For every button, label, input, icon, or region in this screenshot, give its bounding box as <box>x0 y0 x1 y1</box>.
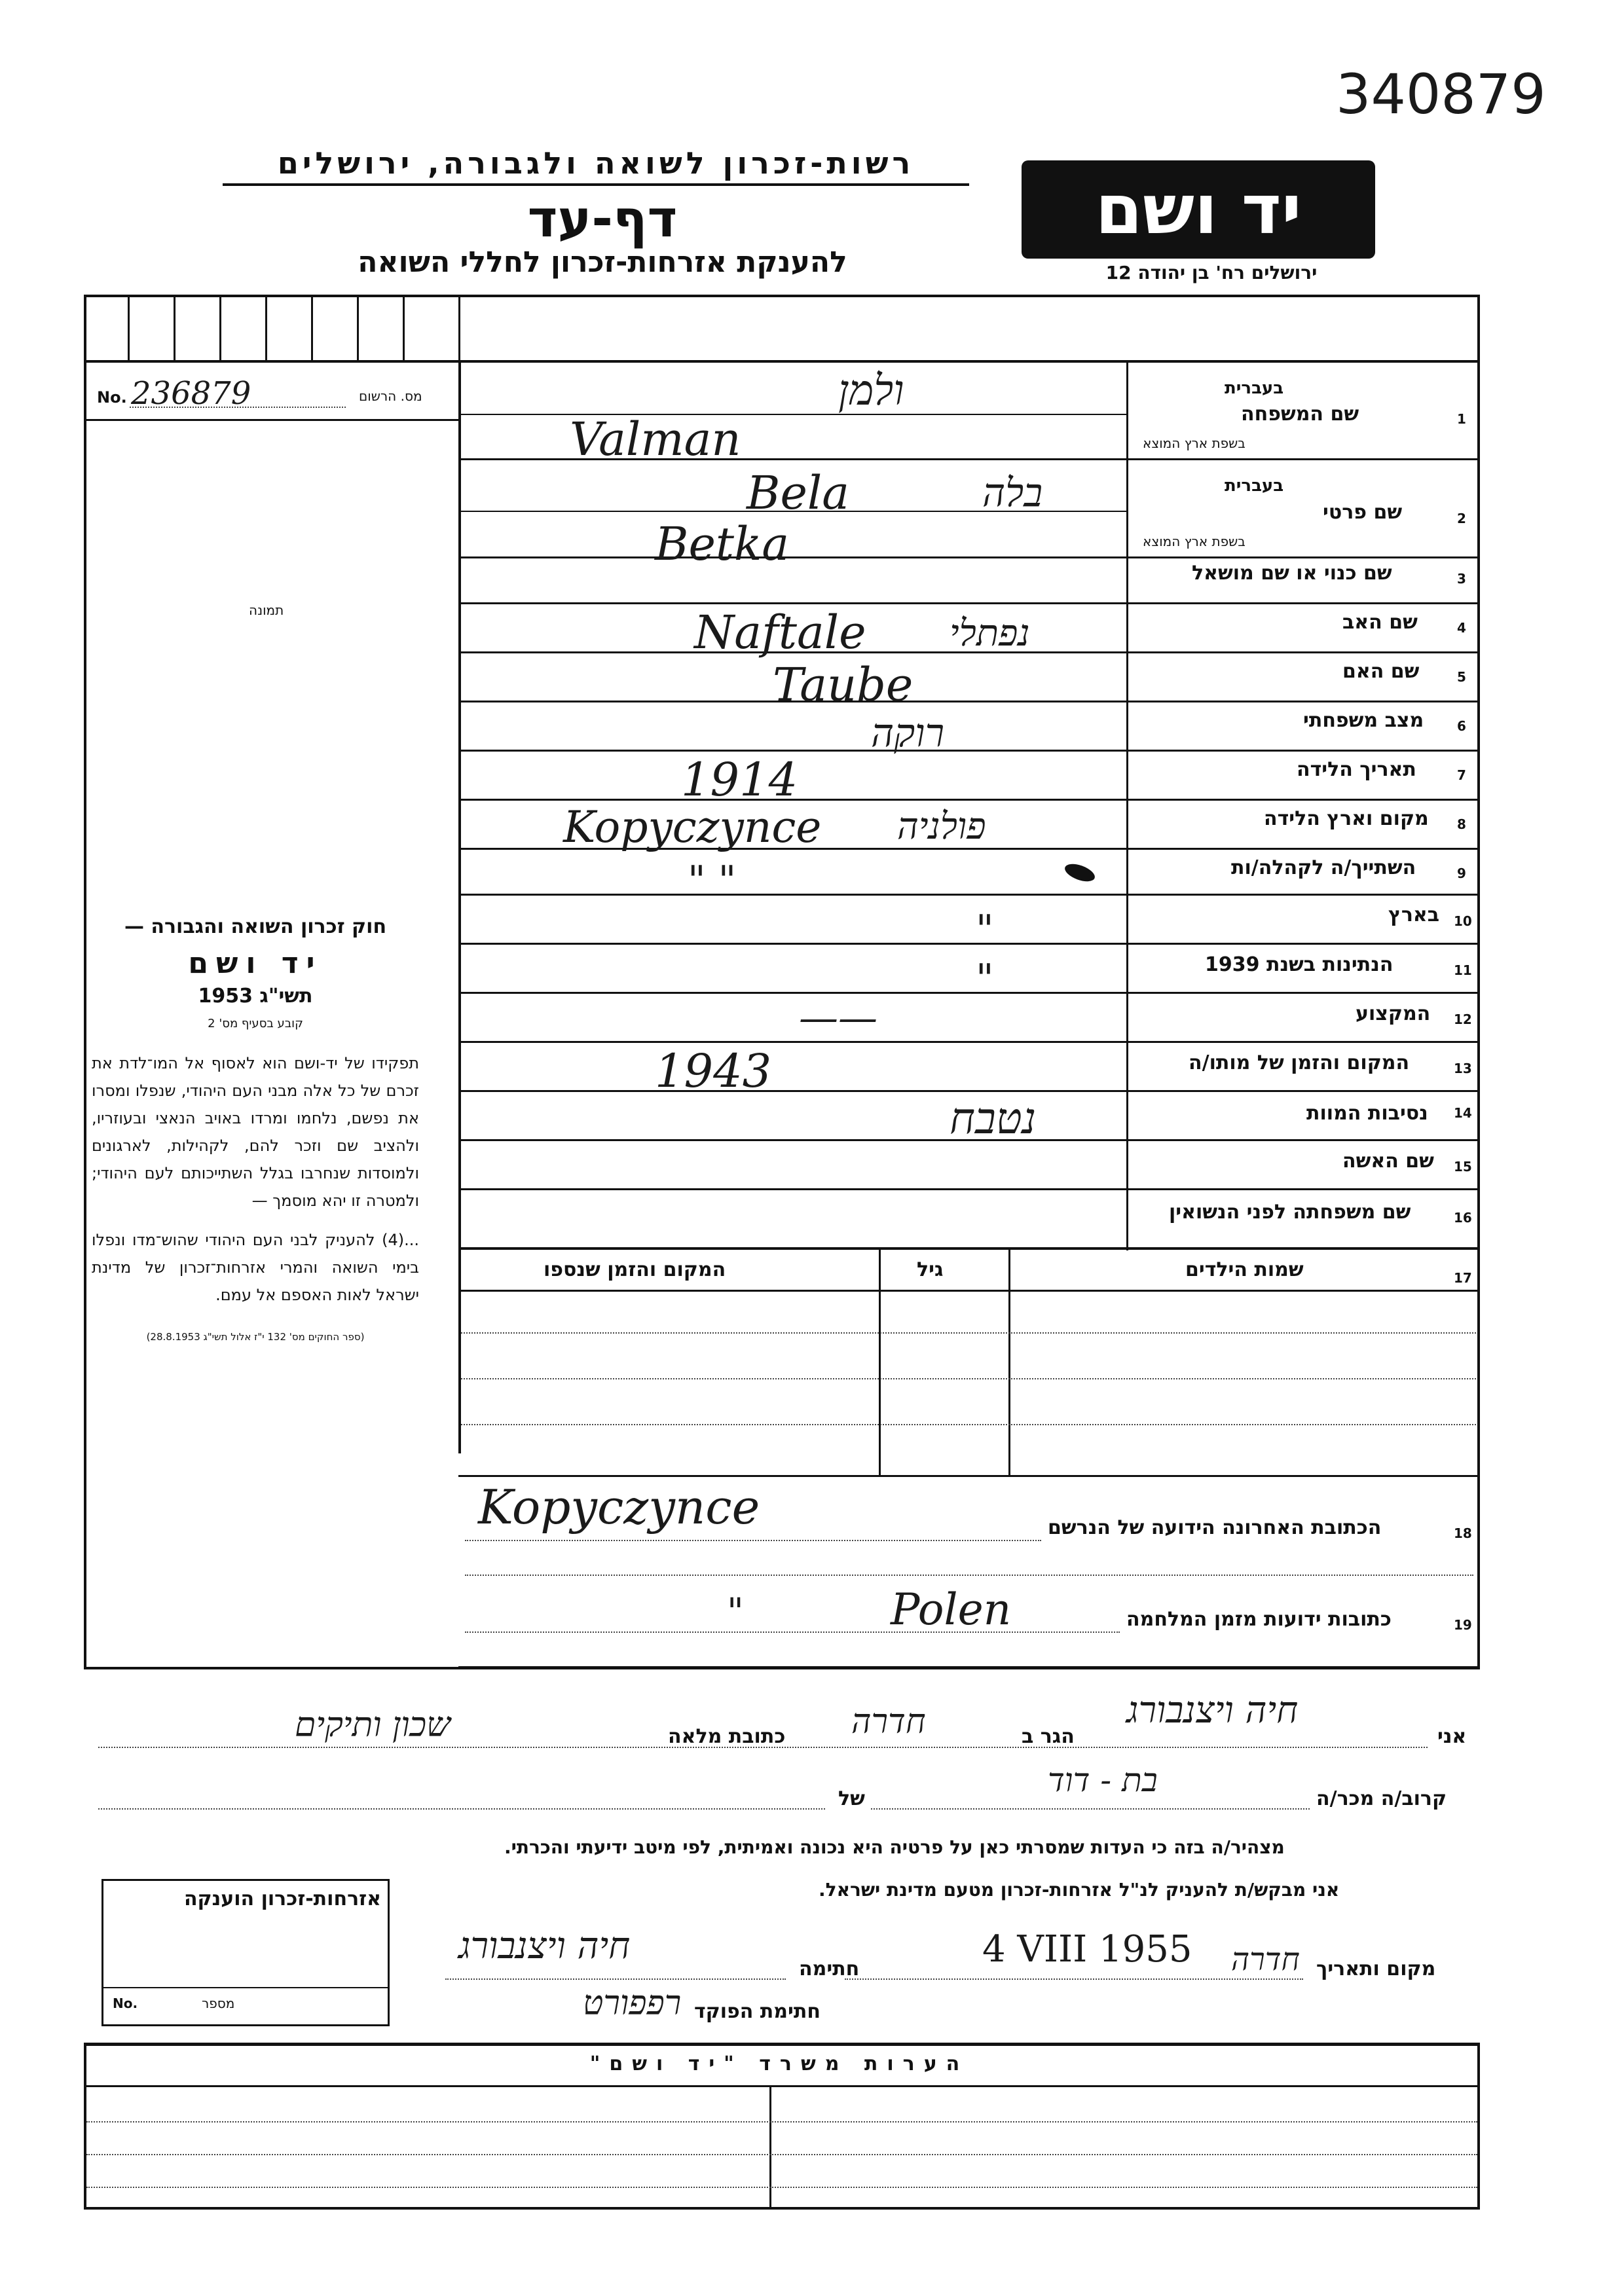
field-label: שם האשה <box>1342 1150 1434 1173</box>
notes-title: הערות משרד "יד ושם" <box>589 2052 969 2075</box>
decl-gar-label: הגר ב <box>1022 1725 1075 1748</box>
field-label: הנתינות בשנת 1939 <box>1205 953 1393 976</box>
decl-shel: של <box>838 1787 865 1810</box>
authority-line: רשות-זכרון לשואה ולגבורה, ירושלים <box>223 145 969 186</box>
field-number: 13 <box>1454 1061 1472 1076</box>
logo-address: ירושלים רח' בן יהודה 12 <box>1105 262 1318 283</box>
field-label: מקום וארץ הלידה <box>1264 807 1429 830</box>
field-label: שם האם <box>1342 660 1420 683</box>
field-label: המקצוע <box>1356 1002 1431 1025</box>
decl-city[interactable]: חדרה <box>851 1702 926 1741</box>
field-number: 5 <box>1457 669 1466 685</box>
field-sub-hebrew: בעברית <box>1225 476 1284 496</box>
field-sub-origin: בשפת ארץ המוצא <box>1143 435 1246 451</box>
mother-name-value[interactable]: Taube <box>773 658 913 712</box>
law-name: יד ושם <box>188 947 323 980</box>
registration-number-row <box>97 375 451 412</box>
col-child-age: גיל <box>917 1258 944 1281</box>
birth-place-latin[interactable]: Kopyczynce <box>563 802 822 852</box>
father-name-hebrew[interactable]: נפתלי <box>950 612 1030 655</box>
field-sub-hebrew: בעברית <box>1225 378 1284 398</box>
wartime-address-value[interactable]: Polen <box>891 1584 1012 1635</box>
decl-signature-label: חתימה <box>799 1958 860 1980</box>
grant-box <box>101 1879 390 2026</box>
registration-mis-label: מס. הרשום <box>359 388 422 404</box>
field-number: 3 <box>1457 571 1466 587</box>
field-number: 8 <box>1457 816 1466 832</box>
family-name-latin[interactable]: Valman <box>570 412 741 466</box>
field-label: שם האב <box>1342 611 1418 634</box>
decl-address-label: כתובת מלאה <box>668 1725 786 1748</box>
death-circumstances-value[interactable]: נטבח <box>950 1093 1037 1144</box>
field-label: נסיבות המוות <box>1306 1102 1428 1125</box>
community-value[interactable]: " " <box>688 858 737 903</box>
family-name-hebrew[interactable]: ולמן <box>838 367 904 415</box>
field-number: 15 <box>1454 1159 1472 1175</box>
decl-official-signature[interactable]: רפפורט <box>583 1984 682 2023</box>
registration-number: 236879 <box>131 375 251 412</box>
law-year: תשי"ג 1953 <box>198 985 313 1008</box>
field-number: 16 <box>1454 1210 1472 1226</box>
field-number: 7 <box>1457 767 1466 783</box>
decl-signature[interactable]: חיה ויצנבורג <box>458 1925 631 1967</box>
registration-no-label: No. <box>97 388 127 407</box>
form-subtitle: להענקת אזרחות-זכרון לחללי השואה <box>358 246 847 279</box>
field-label: תאריך הלידה <box>1297 758 1416 781</box>
decl-relation-label: קרוב/ה מכר/ה <box>1316 1787 1447 1810</box>
decl-relation[interactable]: בת - דוד <box>1048 1761 1158 1799</box>
field-number: 18 <box>1454 1525 1472 1541</box>
field-number: 14 <box>1454 1105 1472 1121</box>
field-label: כתובות ידועות מזמן המלחמה <box>1126 1608 1392 1631</box>
photo-label: תמונה <box>249 602 284 618</box>
field-label: שם המשפחה <box>1241 403 1359 426</box>
law-paragraph-1: תפקידו של יד-ושם הוא לאסוף אל המו־לדת את זכרם של כל אלה מבני העם היהודי, שנפלו ומסרו את נפשם, נלחמו ומרדו באויב הנאצי ובעוזריו, ולהציב שם וזכר להם, לקהילות, לארגונים ולמוסדות שנחרבו בגלל השתייכותם לעם היהודי; ולמטרה זו יהא מוסמך — <box>92 1054 419 1210</box>
yad-vashem-logo <box>1022 160 1375 259</box>
field-label: שם כנוי או שם מושאל <box>1192 562 1392 585</box>
death-date-value[interactable]: 1943 <box>655 1044 772 1098</box>
field-label: בארץ <box>1388 903 1440 926</box>
field-number: 6 <box>1457 718 1466 734</box>
field-label: שם משפחתה לפני הנשואין <box>1169 1201 1411 1224</box>
decl-witness-name[interactable]: חיה ויצנבורג <box>1126 1689 1299 1732</box>
decl-line-2: אני מבקש/ת להעניק לנ"ל אזרחות-זכרון מטעם מדינת ישראל. <box>819 1879 1340 1901</box>
col-child-place: המקום והזמן שנספו <box>544 1258 726 1281</box>
field-label: השתייך/ה לקהלה/ות <box>1231 856 1416 879</box>
decl-ani: אני <box>1437 1725 1467 1748</box>
form-title: דף-עד <box>527 190 678 249</box>
field-number: 17 <box>1454 1270 1472 1286</box>
marital-status-value[interactable]: רוקה <box>871 710 945 756</box>
archive-number: 340879 <box>1336 62 1546 126</box>
decl-official-label: חתימת הפוקד <box>694 2000 821 2023</box>
wartime-address-ditto[interactable]: " <box>727 1591 744 1633</box>
field-sub-origin: בשפת ארץ המוצא <box>1143 534 1246 549</box>
field-number: 10 <box>1454 913 1472 929</box>
decl-date[interactable]: 4 VIII 1955 <box>982 1928 1192 1971</box>
profession-value[interactable]: —— <box>799 995 877 1041</box>
field-label: שם פרטי <box>1323 501 1403 524</box>
field-label: הכתובת האחרונה הידועה של הנרשם <box>1048 1516 1382 1539</box>
field-label: מצב משפחתי <box>1303 709 1424 732</box>
grant-box-title: אזרחות-זכרון הוענקה <box>183 1887 381 1910</box>
law-block <box>92 913 419 1351</box>
country-value[interactable]: " <box>976 907 994 953</box>
field-label: המקום והזמן של מותו/ה <box>1189 1051 1410 1074</box>
decl-address[interactable]: שכון ותיקים <box>295 1705 451 1745</box>
birth-place-hebrew[interactable]: פולניה <box>897 805 986 848</box>
first-name-latin[interactable]: Bela <box>747 466 849 520</box>
grant-box-no-label: No. <box>113 1995 138 2011</box>
last-address-value[interactable]: Kopyczynce <box>478 1480 760 1535</box>
decl-place[interactable]: חדרה <box>1231 1941 1300 1978</box>
first-name-hebrew[interactable]: בלה <box>982 470 1043 516</box>
field-number: 4 <box>1457 620 1466 636</box>
field-number: 19 <box>1454 1617 1472 1633</box>
field-number: 12 <box>1454 1011 1472 1027</box>
law-paragraph-2: ...(4) להעניק לבני העם היהודי שהוש־מדו ונפלו בימי השואה והמרי אזרחות־זכרון של מדינת ישראל לאות האספם אל עמם. <box>92 1231 419 1304</box>
birth-date-value[interactable]: 1914 <box>681 753 798 807</box>
law-title: חוק זכרון השואה והגבורה — <box>124 915 387 938</box>
decl-line-1: מצהיר/ה בזה כי העדות שמסרתי כאן על פרטיה היא נכונה ואמיתית, לפי מיטב ידיעתי והכרתי. <box>504 1836 1285 1858</box>
law-source: (ספר החוקים מס' 132 י"ז אלול תשי"ג 28.8.1953) <box>146 1331 365 1343</box>
logo-text: יד ושם <box>1095 170 1302 249</box>
field-number: 11 <box>1454 962 1472 978</box>
decl-place-date-label: מקום ותאריך <box>1316 1958 1436 1980</box>
nickname-value[interactable]: Betka <box>655 517 790 571</box>
father-name-latin[interactable]: Naftale <box>694 606 866 659</box>
col-child-names: שמות הילדים <box>1185 1258 1304 1281</box>
field-number: 2 <box>1457 511 1466 526</box>
citizenship-value[interactable]: " <box>976 956 994 1002</box>
field-number: 1 <box>1457 411 1466 427</box>
grant-box-mispar: מספר <box>202 1995 235 2011</box>
field-number: 9 <box>1457 866 1466 881</box>
law-clause: קובע בסעיף מס' 2 <box>208 1017 303 1030</box>
